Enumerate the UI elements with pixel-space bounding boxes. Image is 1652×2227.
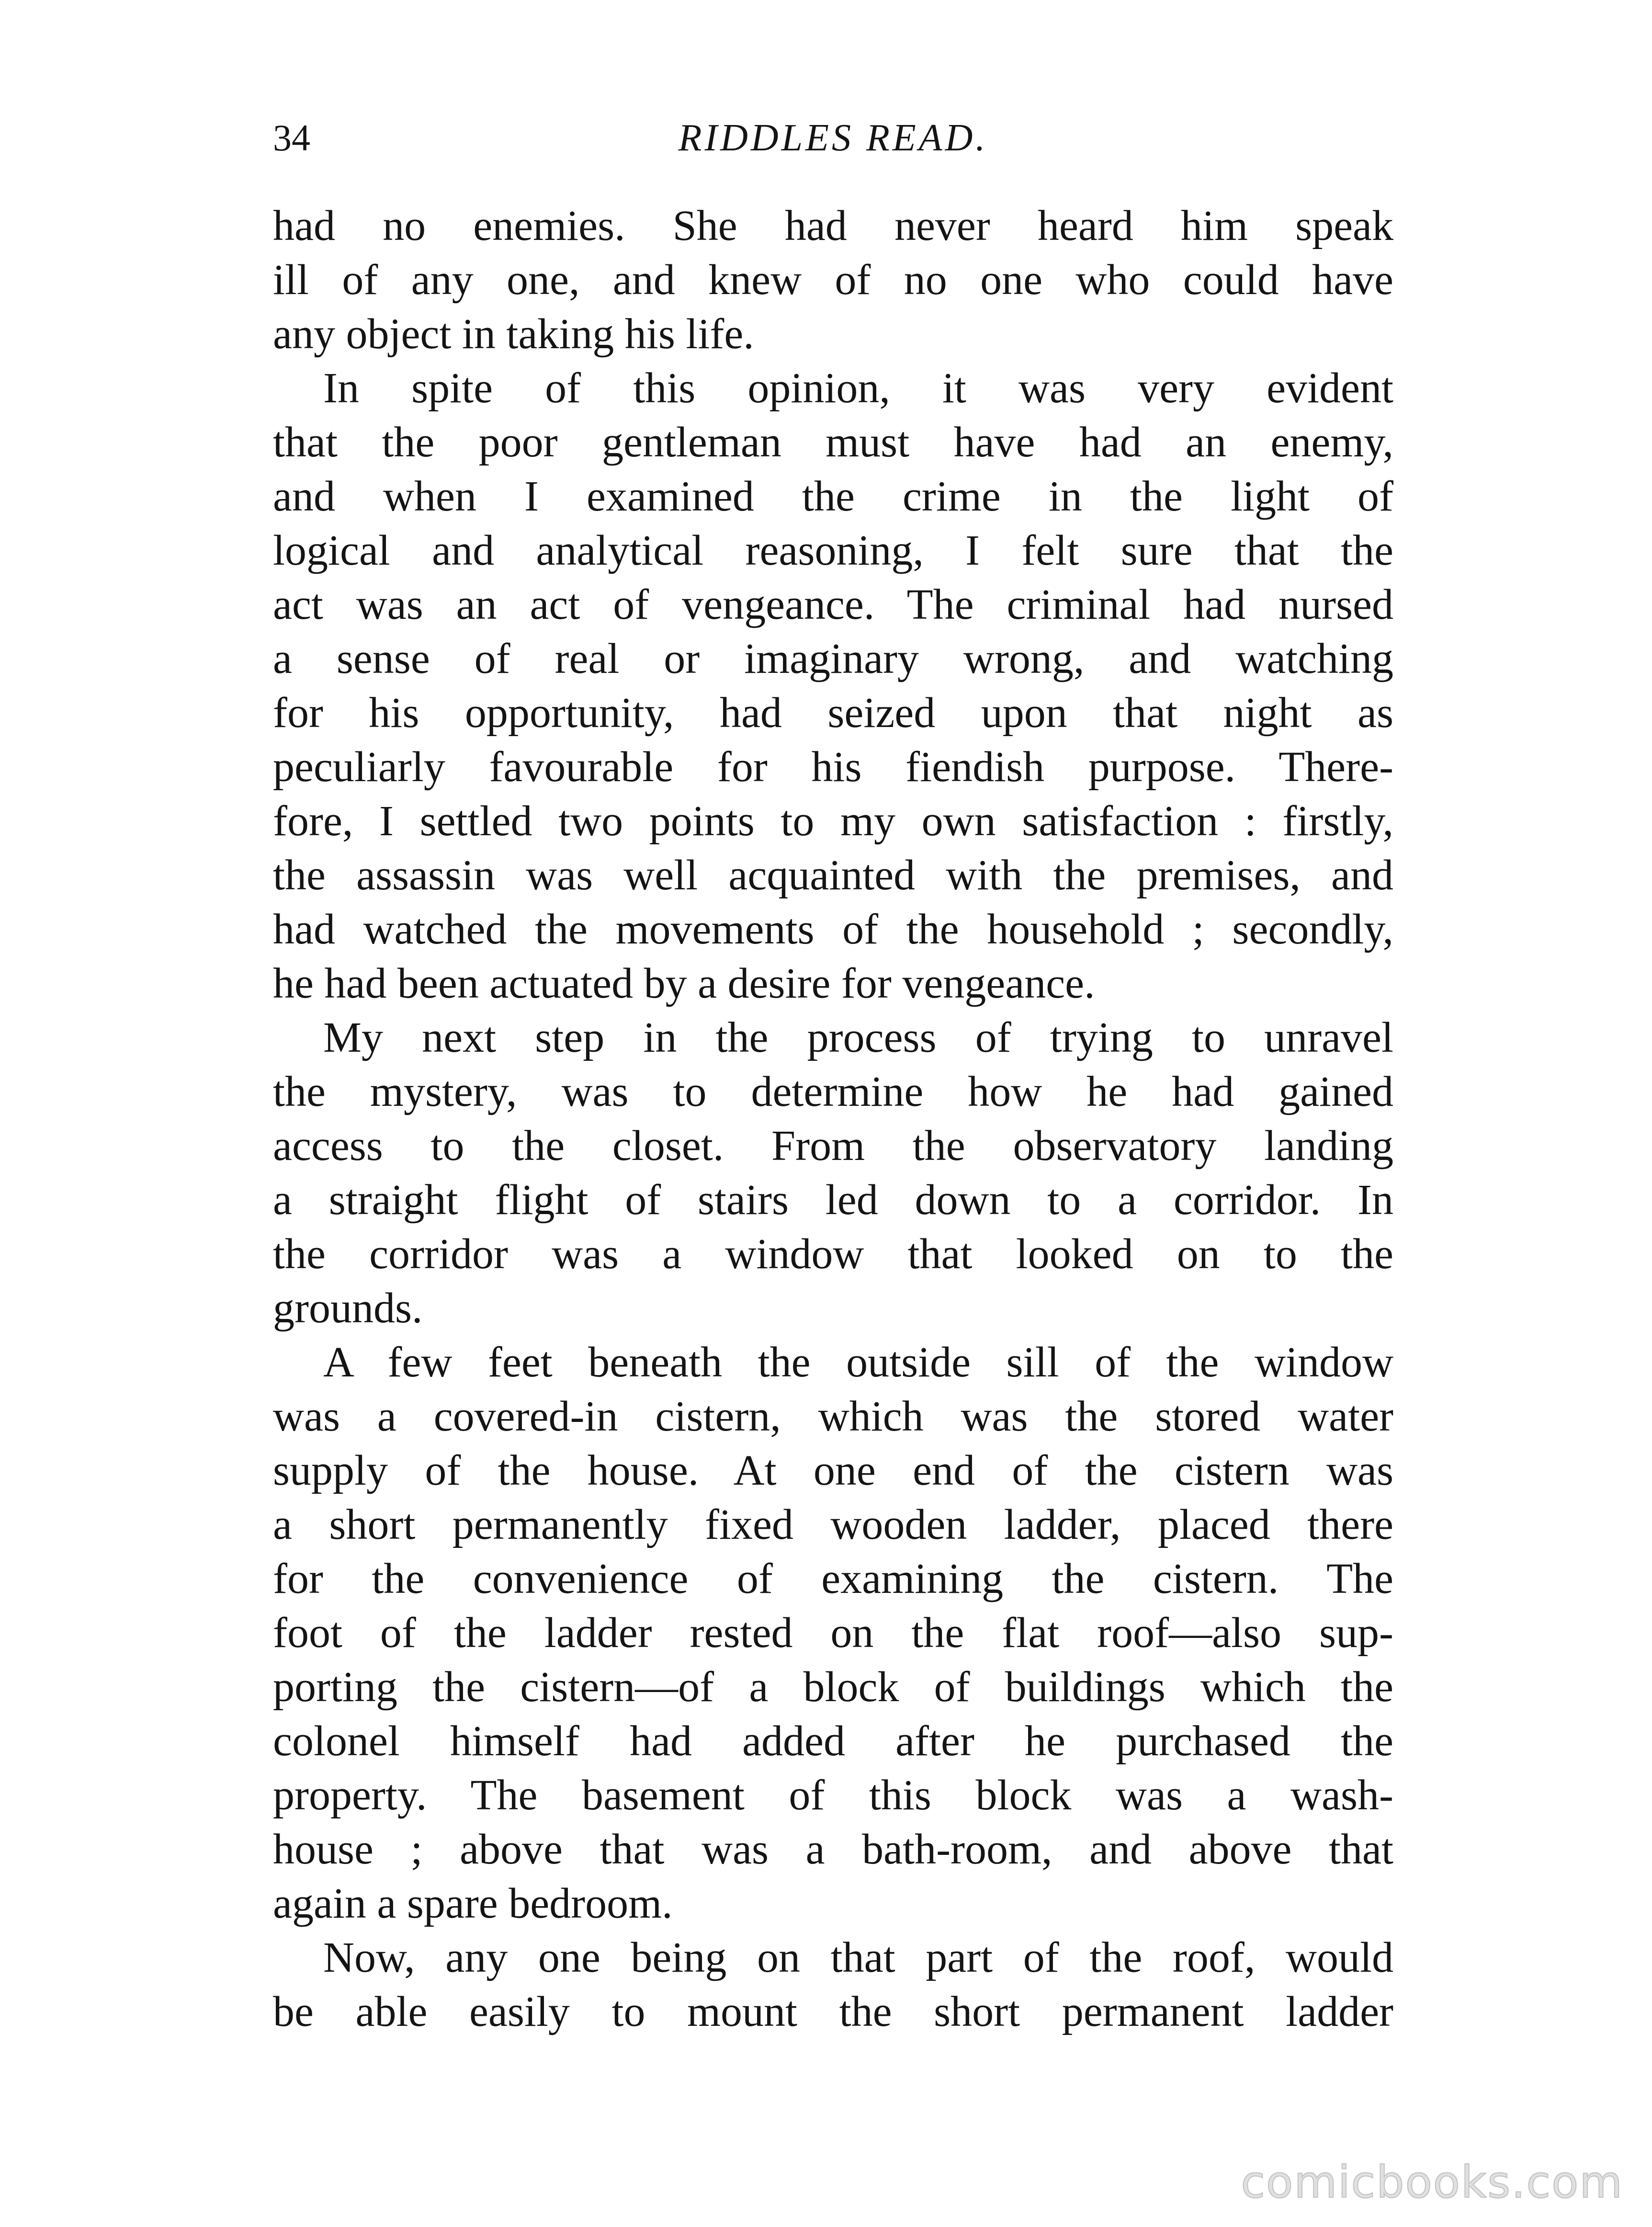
text-line: foot of the ladder rested on the flat roof—also sup- — [273, 1609, 1393, 1657]
running-title: RIDDLES READ. — [678, 117, 988, 159]
text-line: was a covered-in cistern, which was the stored water — [273, 1393, 1393, 1440]
text-line: that the poor gentleman must have had an enemy, — [273, 419, 1393, 466]
text-line: and when I examined the crime in the light of — [273, 473, 1393, 520]
text-line: act was an act of vengeance. The criminal had nursed — [273, 581, 1393, 628]
text-line: colonel himself had added after he purchased the — [273, 1717, 1393, 1765]
text-line: he had been actuated by a desire for vengeance. — [273, 960, 1095, 1007]
text-line: a sense of real or imaginary wrong, and watching — [273, 635, 1393, 682]
text-line: Now, any one being on that part of the roof, would — [323, 1934, 1393, 1981]
text-line: ill of any one, and knew of no one who could have — [273, 256, 1393, 304]
body-text — [273, 199, 1393, 2039]
text-line: be able easily to mount the short permanent ladder — [273, 1988, 1393, 2035]
text-line: a short permanently fixed wooden ladder, placed there — [273, 1501, 1393, 1548]
text-line: for the convenience of examining the cistern. The — [273, 1555, 1393, 1602]
text-line: again a spare bedroom. — [273, 1880, 673, 1927]
text-line: In spite of this opinion, it was very evident — [323, 364, 1393, 412]
text-line: had watched the movements of the household ; secondly, — [273, 906, 1393, 953]
text-line: porting the cistern—of a block of buildings which the — [273, 1663, 1393, 1711]
page-number: 34 — [273, 117, 310, 159]
text-line: A few feet beneath the outside sill of the window — [323, 1339, 1393, 1386]
text-line: the corridor was a window that looked on to the — [273, 1230, 1393, 1278]
page-header — [273, 109, 1393, 167]
text-line: logical and analytical reasoning, I felt sure that the — [273, 527, 1393, 574]
text-line: house ; above that was a bath-room, and above that — [273, 1826, 1393, 1873]
text-line: for his opportunity, had seized upon that night as — [273, 689, 1393, 737]
text-line: had no enemies. She had never heard him speak — [273, 202, 1393, 250]
text-line: peculiarly favourable for his fiendish purpose. There- — [273, 743, 1393, 791]
text-line: the mystery, was to determine how he had gained — [273, 1068, 1393, 1115]
watermark: comicbooks.com — [1241, 2157, 1623, 2208]
text-line: fore, I settled two points to my own satisfaction : firstly, — [273, 797, 1393, 845]
text-line: My next step in the process of trying to unravel — [323, 1014, 1393, 1061]
text-line: the assassin was well acquainted with the premises, and — [273, 852, 1393, 899]
text-line: grounds. — [273, 1284, 423, 1332]
text-line: a straight flight of stairs led down to a corridor. In — [273, 1176, 1393, 1224]
text-line: property. The basement of this block was a wash- — [273, 1772, 1393, 1819]
text-line: any object in taking his life. — [273, 310, 754, 358]
text-line: supply of the house. At one end of the cistern was — [273, 1447, 1393, 1494]
text-line: access to the closet. From the observatory landing — [273, 1122, 1393, 1170]
